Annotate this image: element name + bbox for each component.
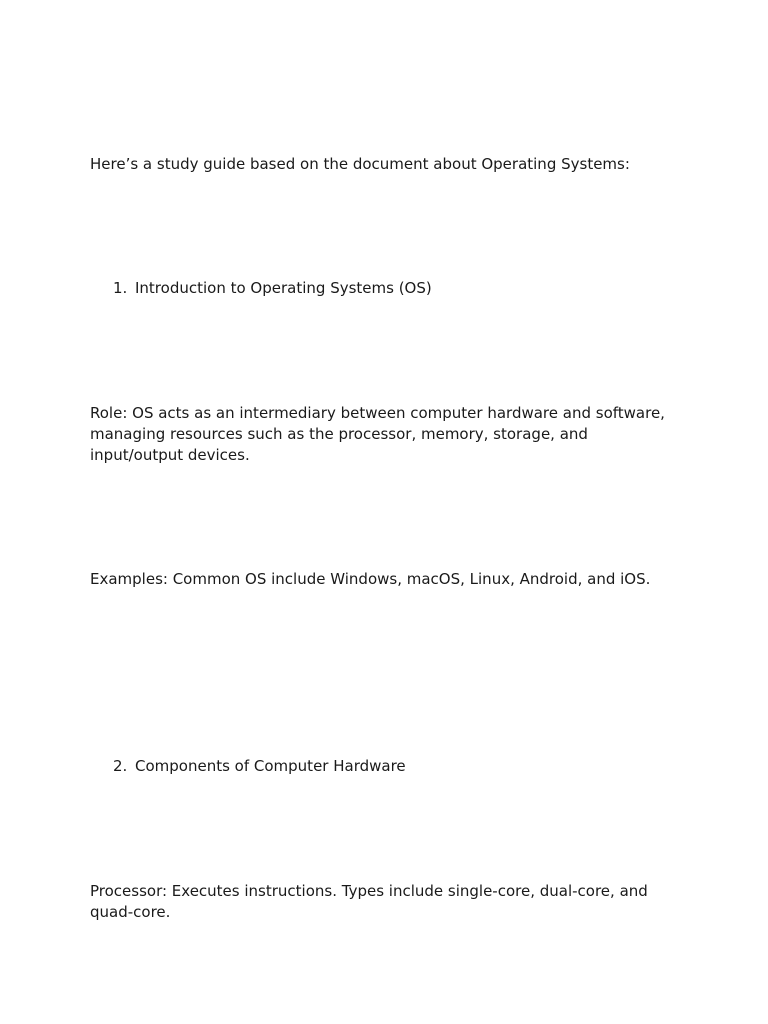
examples-paragraph: Examples: Common OS include Windows, macOS, Linux, Android, and iOS. [90, 570, 651, 588]
list-number: 2. [113, 757, 128, 775]
section-title: Introduction to Operating Systems (OS) [135, 279, 432, 297]
section-title: Components of Computer Hardware [135, 757, 406, 775]
processor-paragraph: Processor: Executes instructions. Types include single-core, dual-core, and quad-core. [90, 882, 648, 921]
intro-paragraph: Here’s a study guide based on the document about Operating Systems: [90, 155, 630, 173]
section-heading-1 [113, 278, 432, 299]
section-heading-2 [113, 756, 406, 777]
list-number: 1. [113, 279, 128, 297]
role-paragraph: Role: OS acts as an intermediary between computer hardware and software, managing resources such as the processor, memory, storage, and input/output devices. [90, 404, 665, 464]
